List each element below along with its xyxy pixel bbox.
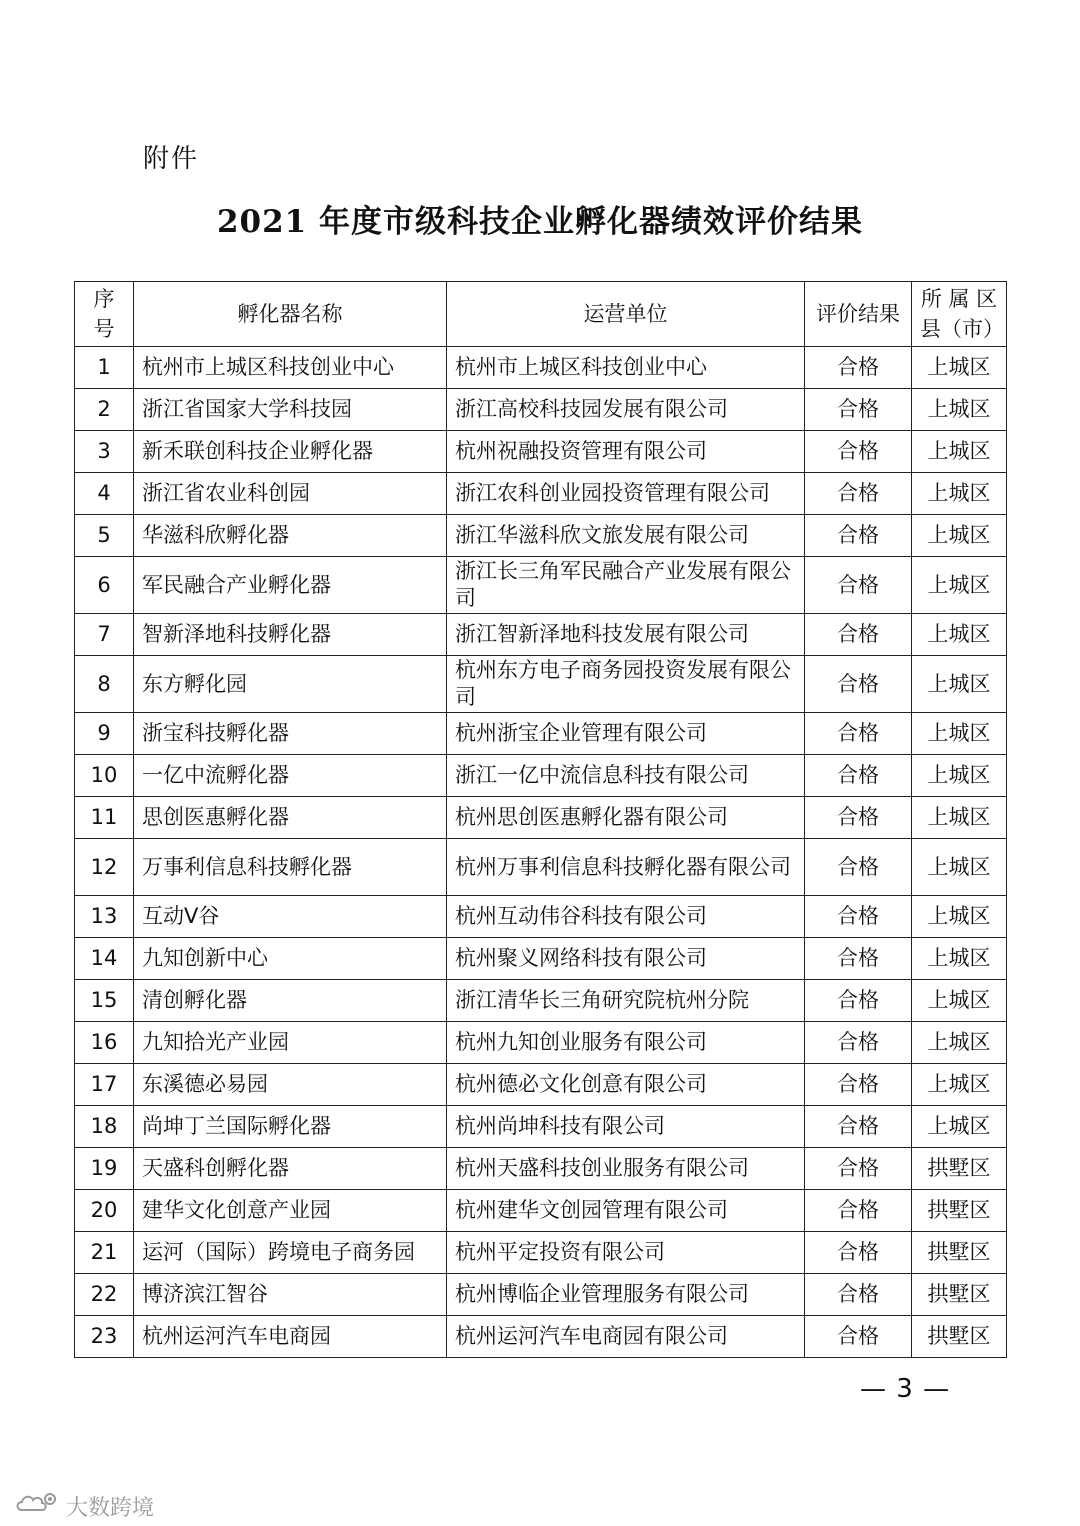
district-cell: 上城区 (912, 713, 1007, 755)
seq-cell: 11 (75, 797, 134, 839)
result-cell: 合格 (805, 755, 912, 797)
result-cell: 合格 (805, 1022, 912, 1064)
district-cell: 上城区 (912, 1106, 1007, 1148)
incubator-name-cell: 建华文化创意产业园 (134, 1190, 447, 1232)
operator-cell: 杭州运河汽车电商园有限公司 (447, 1316, 805, 1358)
incubator-name-cell: 浙江省国家大学科技园 (134, 389, 447, 431)
operator-cell: 杭州聚义网络科技有限公司 (447, 938, 805, 980)
attachment-label: 附件 (143, 144, 200, 174)
district-cell: 上城区 (912, 938, 1007, 980)
seq-cell: 3 (75, 431, 134, 473)
operator-cell: 杭州平定投资有限公司 (447, 1232, 805, 1274)
table-row (75, 896, 1007, 938)
table-row (75, 473, 1007, 515)
header-operator: 运营单位 (447, 282, 805, 347)
table-row (75, 1022, 1007, 1064)
seq-cell: 6 (75, 557, 134, 614)
incubator-name-cell: 杭州运河汽车电商园 (134, 1316, 447, 1358)
incubator-name-cell: 东方孵化园 (134, 656, 447, 713)
table-row (75, 515, 1007, 557)
table-row (75, 1274, 1007, 1316)
seq-cell: 23 (75, 1316, 134, 1358)
result-cell: 合格 (805, 839, 912, 896)
seq-cell: 10 (75, 755, 134, 797)
table-row (75, 1106, 1007, 1148)
operator-cell: 杭州东方电子商务园投资发展有限公司 (447, 656, 805, 713)
watermark-text: 大数跨境 (66, 1495, 155, 1521)
result-cell: 合格 (805, 980, 912, 1022)
table-row (75, 839, 1007, 896)
district-cell: 拱墅区 (912, 1316, 1007, 1358)
page-number: — 3 — (860, 1374, 951, 1404)
table-row (75, 1190, 1007, 1232)
table-row (75, 347, 1007, 389)
operator-cell: 杭州九知创业服务有限公司 (447, 1022, 805, 1064)
district-cell: 上城区 (912, 755, 1007, 797)
result-cell: 合格 (805, 473, 912, 515)
seq-cell: 13 (75, 896, 134, 938)
result-cell: 合格 (805, 1064, 912, 1106)
incubator-name-cell: 天盛科创孵化器 (134, 1148, 447, 1190)
result-cell: 合格 (805, 938, 912, 980)
incubator-name-cell: 杭州市上城区科技创业中心 (134, 347, 447, 389)
result-cell: 合格 (805, 713, 912, 755)
seq-cell: 12 (75, 839, 134, 896)
district-cell: 上城区 (912, 1064, 1007, 1106)
result-cell: 合格 (805, 1232, 912, 1274)
result-cell: 合格 (805, 1274, 912, 1316)
table-header-row (75, 282, 1007, 347)
operator-cell: 杭州互动伟谷科技有限公司 (447, 896, 805, 938)
operator-cell: 杭州博临企业管理服务有限公司 (447, 1274, 805, 1316)
page-title: 2021 年度市级科技企业孵化器绩效评价结果 (216, 204, 864, 240)
seq-cell: 22 (75, 1274, 134, 1316)
incubator-name-cell: 智新泽地科技孵化器 (134, 614, 447, 656)
result-cell: 合格 (805, 797, 912, 839)
table-row (75, 1064, 1007, 1106)
seq-cell: 5 (75, 515, 134, 557)
header-name: 孵化器名称 (134, 282, 447, 347)
district-cell: 拱墅区 (912, 1148, 1007, 1190)
result-cell: 合格 (805, 431, 912, 473)
operator-cell: 杭州祝融投资管理有限公司 (447, 431, 805, 473)
incubator-name-cell: 新禾联创科技企业孵化器 (134, 431, 447, 473)
result-cell: 合格 (805, 896, 912, 938)
operator-cell: 杭州思创医惠孵化器有限公司 (447, 797, 805, 839)
incubator-name-cell: 军民融合产业孵化器 (134, 557, 447, 614)
seq-cell: 20 (75, 1190, 134, 1232)
result-cell: 合格 (805, 1106, 912, 1148)
district-cell: 上城区 (912, 980, 1007, 1022)
district-cell: 上城区 (912, 557, 1007, 614)
district-cell: 上城区 (912, 473, 1007, 515)
operator-cell: 浙江智新泽地科技发展有限公司 (447, 614, 805, 656)
district-cell: 上城区 (912, 389, 1007, 431)
seq-cell: 21 (75, 1232, 134, 1274)
seq-cell: 18 (75, 1106, 134, 1148)
incubator-name-cell: 九知拾光产业园 (134, 1022, 447, 1064)
table-row (75, 713, 1007, 755)
operator-cell: 杭州尚坤科技有限公司 (447, 1106, 805, 1148)
result-cell: 合格 (805, 557, 912, 614)
result-cell: 合格 (805, 389, 912, 431)
incubator-name-cell: 运河（国际）跨境电子商务园 (134, 1232, 447, 1274)
incubator-name-cell: 清创孵化器 (134, 980, 447, 1022)
district-cell: 上城区 (912, 1022, 1007, 1064)
incubator-name-cell: 尚坤丁兰国际孵化器 (134, 1106, 447, 1148)
table-row (75, 614, 1007, 656)
seq-cell: 16 (75, 1022, 134, 1064)
incubator-name-cell: 一亿中流孵化器 (134, 755, 447, 797)
seq-cell: 4 (75, 473, 134, 515)
incubator-name-cell: 思创医惠孵化器 (134, 797, 447, 839)
table-row (75, 431, 1007, 473)
operator-cell: 浙江华滋科欣文旅发展有限公司 (447, 515, 805, 557)
district-cell: 拱墅区 (912, 1232, 1007, 1274)
operator-cell: 杭州德必文化创意有限公司 (447, 1064, 805, 1106)
incubator-name-cell: 浙江省农业科创园 (134, 473, 447, 515)
operator-cell: 浙江一亿中流信息科技有限公司 (447, 755, 805, 797)
district-cell: 上城区 (912, 614, 1007, 656)
operator-cell: 杭州万事利信息科技孵化器有限公司 (447, 839, 805, 896)
operator-cell: 浙江高校科技园发展有限公司 (447, 389, 805, 431)
seq-cell: 15 (75, 980, 134, 1022)
seq-cell: 17 (75, 1064, 134, 1106)
incubator-name-cell: 东溪德必易园 (134, 1064, 447, 1106)
operator-cell: 浙江长三角军民融合产业发展有限公司 (447, 557, 805, 614)
incubator-name-cell: 九知创新中心 (134, 938, 447, 980)
operator-cell: 杭州市上城区科技创业中心 (447, 347, 805, 389)
district-cell: 上城区 (912, 515, 1007, 557)
results-table (74, 281, 1007, 1358)
result-cell: 合格 (805, 614, 912, 656)
district-cell: 上城区 (912, 656, 1007, 713)
table-row (75, 980, 1007, 1022)
seq-cell: 14 (75, 938, 134, 980)
result-cell: 合格 (805, 656, 912, 713)
table-row (75, 938, 1007, 980)
district-cell: 拱墅区 (912, 1190, 1007, 1232)
incubator-name-cell: 博济滨江智谷 (134, 1274, 447, 1316)
seq-cell: 2 (75, 389, 134, 431)
district-cell: 上城区 (912, 797, 1007, 839)
table-row (75, 1148, 1007, 1190)
operator-cell: 杭州建华文创园管理有限公司 (447, 1190, 805, 1232)
operator-cell: 浙江清华长三角研究院杭州分院 (447, 980, 805, 1022)
table-row (75, 389, 1007, 431)
header-seq: 序 号 (75, 282, 134, 347)
seq-cell: 19 (75, 1148, 134, 1190)
header-district: 所 属 区 县（市） (912, 282, 1007, 347)
seq-cell: 7 (75, 614, 134, 656)
operator-cell: 杭州浙宝企业管理有限公司 (447, 713, 805, 755)
incubator-name-cell: 浙宝科技孵化器 (134, 713, 447, 755)
district-cell: 上城区 (912, 347, 1007, 389)
cloud-logo-icon (14, 1490, 60, 1522)
district-cell: 上城区 (912, 839, 1007, 896)
incubator-name-cell: 互动Ⅴ谷 (134, 896, 447, 938)
result-cell: 合格 (805, 515, 912, 557)
operator-cell: 杭州天盛科技创业服务有限公司 (447, 1148, 805, 1190)
seq-cell: 1 (75, 347, 134, 389)
header-result: 评价结果 (805, 282, 912, 347)
seq-cell: 8 (75, 656, 134, 713)
result-cell: 合格 (805, 1316, 912, 1358)
seq-cell: 9 (75, 713, 134, 755)
table-row (75, 755, 1007, 797)
result-cell: 合格 (805, 347, 912, 389)
district-cell: 上城区 (912, 896, 1007, 938)
result-cell: 合格 (805, 1190, 912, 1232)
district-cell: 上城区 (912, 431, 1007, 473)
result-cell: 合格 (805, 1148, 912, 1190)
table-row (75, 1316, 1007, 1358)
watermark (14, 1490, 154, 1522)
table-row (75, 1232, 1007, 1274)
operator-cell: 浙江农科创业园投资管理有限公司 (447, 473, 805, 515)
incubator-name-cell: 华滋科欣孵化器 (134, 515, 447, 557)
district-cell: 拱墅区 (912, 1274, 1007, 1316)
table-row (75, 656, 1007, 713)
table-row (75, 797, 1007, 839)
incubator-name-cell: 万事利信息科技孵化器 (134, 839, 447, 896)
table-row (75, 557, 1007, 614)
